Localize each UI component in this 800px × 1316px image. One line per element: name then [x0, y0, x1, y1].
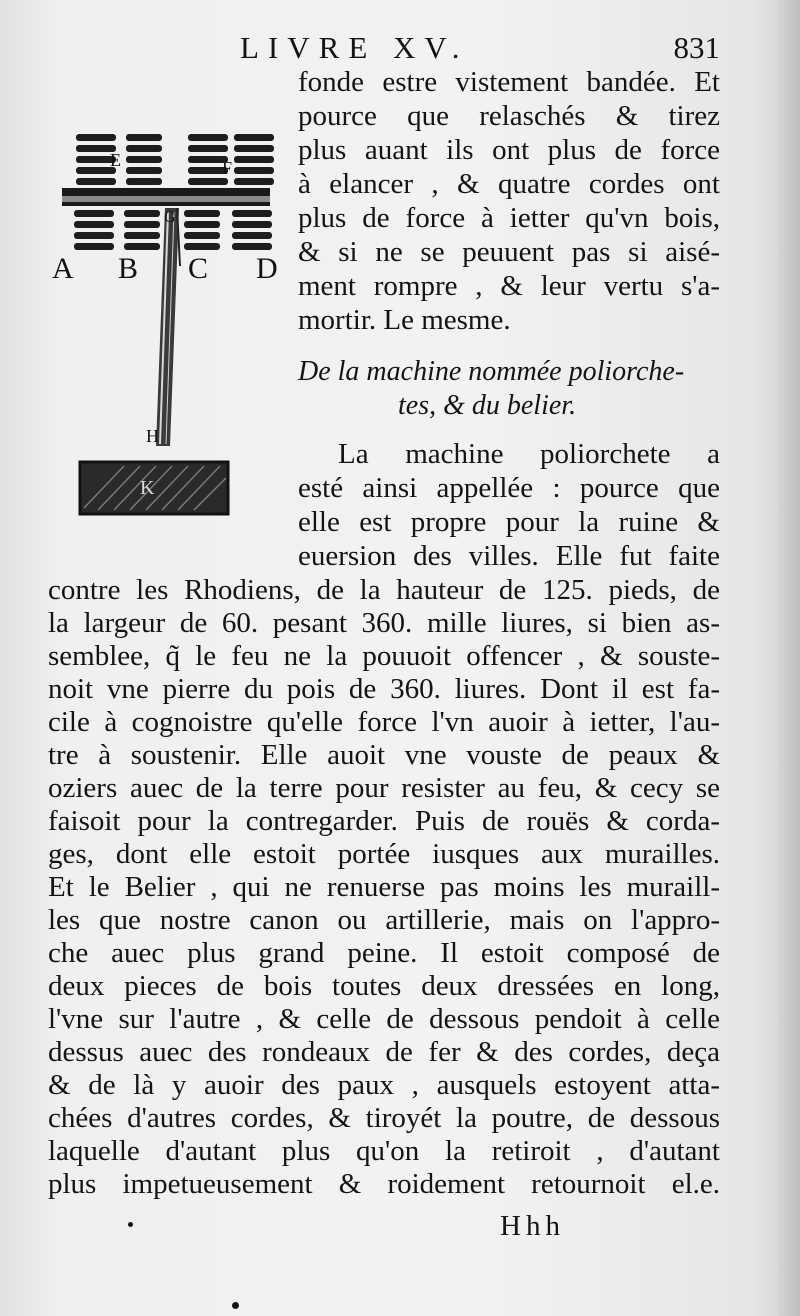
- text-line: à elancer , & quatre cordes ont: [298, 168, 720, 200]
- crossbeam: [62, 188, 270, 206]
- label-d: D: [256, 252, 278, 285]
- label-a: A: [52, 252, 74, 285]
- text-line: elle est propre pour la ruine &: [298, 506, 720, 538]
- text-line: deux pieces de bois toutes deux dressées en long,: [48, 970, 720, 1002]
- text-line: laquelle d'autant plus qu'on la retiroit , d'autant: [48, 1135, 720, 1167]
- text-line: cile à cognoistre qu'elle force l'vn auoir à ietter, l'au-: [48, 706, 720, 738]
- label-k: K: [140, 477, 155, 499]
- text-line: Et le Belier , qui ne renuerse pas moins les muraill-: [48, 871, 720, 903]
- running-title: LIVRE XV.: [240, 30, 469, 65]
- text-line: & de là y auoir des paux , ausquels estoyent atta-: [48, 1069, 720, 1101]
- text-line: ges, dont elle estoit portée iusques aux murailles.: [48, 838, 720, 870]
- text-line: esté ainsi appellée : pource que: [298, 472, 720, 504]
- text-line: semblee, q̃ le feu ne la pouuoit offencer , & souste-: [48, 640, 720, 672]
- section-heading: De la machine nommée poliorche-: [298, 356, 685, 387]
- text-line: & si ne se peuuent pas si aisé-: [298, 236, 720, 268]
- section-heading: tes, & du belier.: [398, 390, 577, 421]
- text-line: oziers auec de la terre pour resister au feu, & cecy se: [48, 772, 720, 804]
- text-line: plus de force à ietter qu'vn bois,: [298, 202, 720, 234]
- label-c: C: [188, 252, 209, 285]
- machine-woodcut: [48, 128, 298, 528]
- ink-speck: [128, 1222, 133, 1227]
- text-line: euersion des villes. Elle fut faite: [298, 540, 720, 572]
- text-line: fonde estre vistement bandée. Et: [298, 66, 720, 98]
- text-line: pource que relaschés & tirez: [298, 100, 720, 132]
- text-line: ment rompre , & leur vertu s'a-: [298, 270, 720, 302]
- text-line: dessus auec des rondeaux de fer & des cordes, deça: [48, 1036, 720, 1068]
- text-line: les que nostre canon ou artillerie, mais on l'appro-: [48, 904, 720, 936]
- text-line: noit vne pierre du pois de 360. liures. Dont il est fa-: [48, 673, 720, 705]
- shaft: [156, 208, 180, 446]
- label-b: B: [118, 252, 139, 285]
- text-line: chées d'autres cordes, & tiroyét la poutre, de dessous: [48, 1102, 720, 1134]
- label-h: H: [146, 426, 159, 446]
- ink-speck: [232, 1302, 239, 1309]
- text-line: faisoit pour la contregarder. Puis de rouës & corda-: [48, 805, 720, 837]
- text-line: plus auant ils ont plus de force: [298, 134, 720, 166]
- signature-mark: Hhh: [500, 1210, 565, 1242]
- upper-coils: [76, 134, 274, 185]
- label-f: F: [222, 158, 233, 178]
- text-line: contre les Rhodiens, de la hauteur de 125. pieds, de: [48, 574, 720, 606]
- text-line: l'vne sur l'autre , & celle de dessous pendoit à celle: [48, 1003, 720, 1035]
- text-line: La machine poliorchete a: [338, 438, 720, 470]
- text-line: plus impetueusement & roidement retournoit el.e.: [48, 1168, 720, 1200]
- page-number: 831: [673, 30, 720, 65]
- text-line: mortir. Le mesme.: [298, 304, 511, 336]
- page-edge: [778, 0, 800, 1316]
- label-g: G: [164, 209, 176, 226]
- label-e: E: [110, 150, 121, 170]
- text-line: la largeur de 60. pesant 360. mille liures, si bien as-: [48, 607, 720, 639]
- text-line: che auec plus grand peine. Il estoit composé de: [48, 937, 720, 969]
- text-line: tre à soustenir. Elle auoit vne vouste de peaux &: [48, 739, 720, 771]
- running-header: [240, 30, 720, 70]
